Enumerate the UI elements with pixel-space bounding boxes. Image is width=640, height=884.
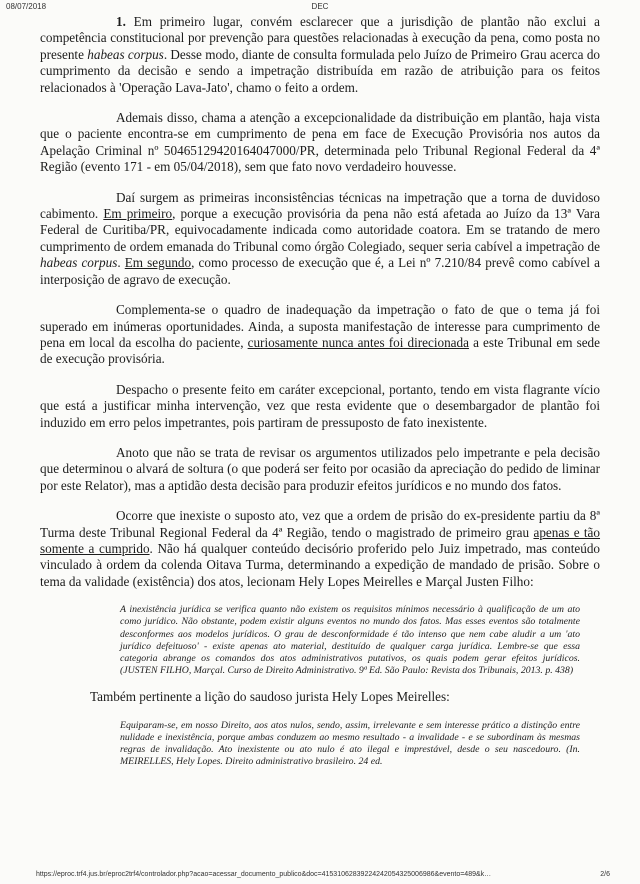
paragraph-7-text-a: Ocorre que inexiste o suposto ato, vez que a ordem de prisão do ex-presidente partiu da 8ª Turma deste Tribunal Regional Federal da 4ª Região, tendo o magistrado de primeiro grau — [40, 508, 600, 540]
block-quote-meirelles: Equiparam-se, em nosso Direito, aos atos nulos, sendo, assim, irrelevante e sem interesse prático a distinção entre nulidade e inexistência, porque ambas conduzem ao mesmo resultado - a invalidade - e se subordinam às mesmas regras de invalidação. Ato inexistente ou ato nulo é ato ilegal e imprestável, desde o seu nascedouro. (In. MEIRELLES, Hely Lopes. Direito administrativo brasileiro. 24 ed. — [120, 719, 580, 768]
paragraph-5: Despacho o presente feito em caráter excepcional, portanto, tendo em vista flagrante vício que está a justificar minha intervenção, vez que resta evidente que o desembargador de plantão foi induzido em erro pelos impetrantes, pois partiram de pressuposto de fato inexistente. — [40, 381, 600, 430]
paragraph-3-underline-b: Em segundo — [124, 255, 192, 271]
paragraph-1-italic: habeas corpus — [87, 46, 164, 62]
paragraph-1 — [40, 14, 600, 96]
document-body — [40, 14, 600, 781]
paragraph-7-text-b: . Não há qualquer conteúdo decisório proferido pelo Juiz impetrado, mas conteúdo vinculado à ordem da colenda Oitava Turma, determinando a expedição de mandado de prisão. Sobre o tema da validade (existência) dos atos, lecionam Hely Lopes Meirelles e Marçal Justen Filho: — [40, 540, 601, 589]
print-header — [0, 0, 640, 14]
paragraph-6: Anoto que não se trata de revisar os argumentos utilizados pelo impetrante e pela decisão que determinou o alvará de soltura (o que poderá ser feito por ocasião da apreciação do pedido de liminar por este Relator), mas a aptidão desta decisão para produzir efeitos jurídicos e no mundo dos fatos. — [40, 444, 600, 493]
paragraph-3-italic: habeas corpus — [40, 255, 118, 271]
footer-url: https://eproc.trf4.jus.br/eproc2trf4/controlador.php?acao=acessar_documento_publico&doc=41531062839224242054325006986&evento=489&k… — [36, 871, 492, 878]
paragraph-1-text-b: . Desse modo, diante de consulta formulada pelo Juízo de Primeiro Grau acerca do cumprimento da decisão e sendo a impetração distribuída em razão de atribuição para os feitos relacionados à 'Operação Lava-Jato', chamo o feito a ordem. — [40, 46, 601, 95]
paragraph-4-text-a: Complementa-se o quadro de inadequação da impetração o fato de que o tema já foi superado em inúmeras oportunidades. Ainda, a suposta manifestação de interesse para cumprimento de pena em local da escolha do paciente, — [40, 302, 600, 350]
paragraph-2: Ademais disso, chama a atenção a excepcionalidade da distribuição em plantão, haja vista que o paciente encontra-se em cumprimento de pena em face de Execução Provisória nos autos da Apelação Criminal nº 50465129420164047000/PR, determinada pelo Tribunal Regional Federal da 4ª Região (evento 171 - em 05/04/2018), sem que fato novo verdadeiro houvesse. — [40, 110, 600, 175]
paragraph-1-text-a: Em primeiro lugar, convém esclarecer que a jurisdição de plantão não exclui a competência constitucional por prevenção para questões relacionadas à execução da pena, como posta no presente — [40, 14, 600, 62]
paragraph-3-text-a: Daí surgem as primeiras inconsistências técnicas na impetração que a torna de duvidoso cabimento. — [40, 189, 600, 222]
page-number: 2/6 — [600, 871, 610, 878]
paragraph-4-text-b: a este Tribunal em sede de execução provisória. — [40, 334, 600, 367]
block-quote-justen-filho: A inexistência jurídica se verifica quanto não existem os requisitos mínimos necessário à qualificação de um ato como jurídico. Não obstante, podem existir alguns eventos no mundo dos fatos. Mas esses eventos são totalmente desconformes aos modelos jurídicos. O grau de desconformidade é tão intenso que nem cabe aludir a um 'ato jurídico defeituoso' - existe apenas ato material, destituído de qualquer carga jurídica. Lembre-se que essa categoria abrange os comandos dos atos administrativos putativos, os quais podem gerar efeitos jurídicos. (JUSTEN FILHO, Marçal. Curso de Direito Administrativo. 9ª Ed. São Paulo: Revista dos Tribunais, 2013. p. 438) — [120, 604, 580, 677]
paragraph-3-text-d: , como processo de execução que é, a Lei nº 7.210/84 prevê como cabível a interposição de agravo de execução. — [40, 255, 600, 287]
paragraph-8: Também pertinente a lição do saudoso jurista Hely Lopes Meirelles: — [90, 689, 450, 705]
print-footer — [0, 866, 640, 882]
item-number: 1. — [116, 14, 126, 29]
paragraph-3 — [40, 190, 600, 288]
paragraph-4-underline: curiosamente nunca antes foi direcionada — [247, 334, 469, 350]
paragraph-4 — [40, 302, 600, 368]
paragraph-3-underline-a: Em primeiro — [103, 206, 173, 222]
print-title: DEC — [311, 2, 329, 11]
paragraph-3-text-c: . — [117, 255, 125, 271]
paragraph-3-text-b: , porque a execução provisória da pena não está afetada ao Juízo da 13ª Vara Federal de Curitiba/PR, equivocadamente indicada como autoridade coatora. Em se tratando de mero cumprimento de ordem emanada do Tribunal como órgão Colegiado, sequer seria cabível a impetração de — [40, 206, 600, 254]
print-date: 08/07/2018 — [6, 2, 47, 11]
paragraph-7 — [40, 508, 600, 590]
paragraph-7-underline: apenas e tão somente a cumprido — [40, 524, 601, 556]
